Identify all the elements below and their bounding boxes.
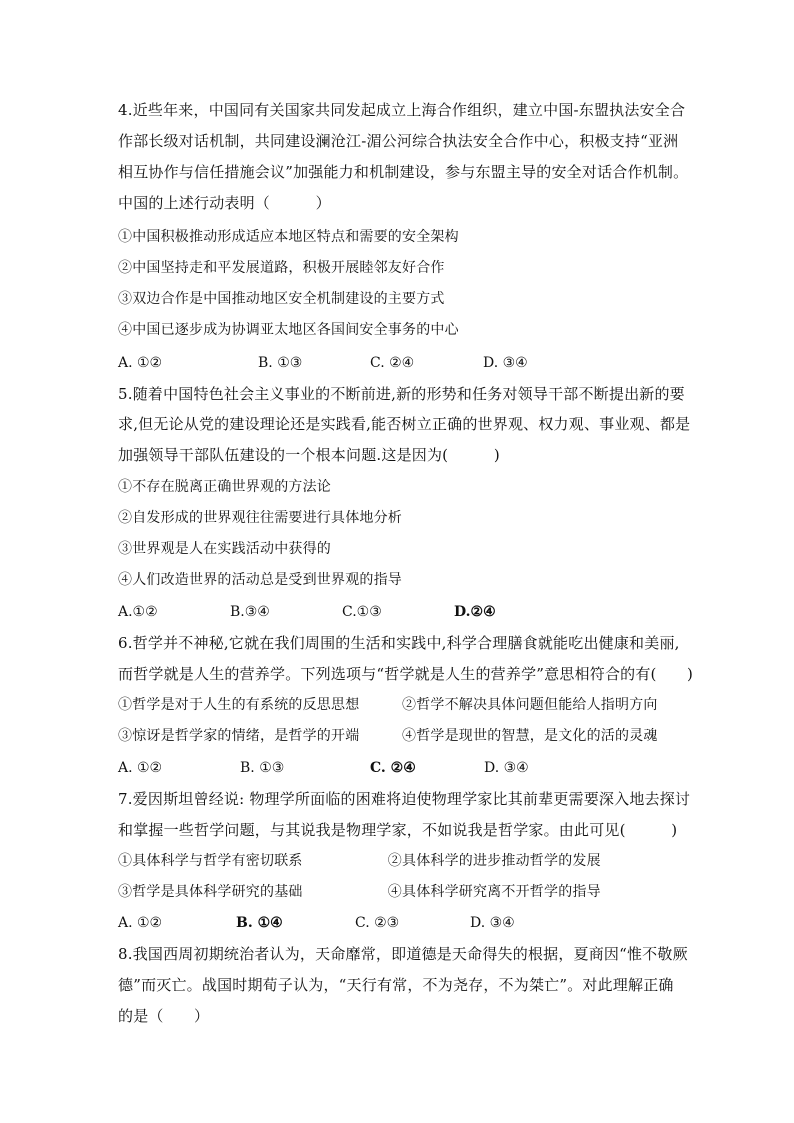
q5-item-4: ④人们改造世界的活动总是受到世界观的指导	[118, 572, 402, 588]
q5-option-d: D.②④	[454, 604, 496, 620]
q6-options	[118, 758, 718, 778]
q8-stem-line-3: 的是（ ）	[118, 1007, 210, 1025]
q4-option-c: C. ②④	[370, 355, 415, 371]
q7-options	[118, 913, 718, 933]
q4-option-b: B. ①③	[258, 355, 303, 371]
q6-option-a: A. ①②	[118, 760, 163, 776]
q5-options	[118, 602, 718, 622]
q7-option-b: B. ①④	[236, 915, 283, 931]
q7-items-row-2: ③哲学是具体科学研究的基础 ④具体科学研究离不开哲学的指导	[118, 884, 601, 900]
q5-item-1: ①不存在脱离正确世界观的方法论	[118, 479, 331, 495]
q5-option-b: B.③④	[230, 604, 270, 620]
q8-stem-line-2: 德”而灭亡。战国时期荀子认为，“天行有常，不为尧存，不为桀亡”。对此理解正确	[118, 976, 674, 994]
q5-item-3: ③世界观是人在实践活动中获得的	[118, 541, 331, 557]
q4-option-d: D. ③④	[483, 355, 528, 371]
q6-stem-line-1: 6.哲学并不神秘,它就在我们周围的生活和实践中,科学合理膳食就能吃出健康和美丽,	[118, 634, 680, 652]
q7-option-c: C. ②③	[355, 915, 400, 931]
q5-stem-line-2: 求,但无论从党的建设理论还是实践看,能否树立正确的世界观、权力观、事业观、都是	[118, 415, 691, 433]
q5-stem-line-1: 5.随着中国特色社会主义事业的不断前进,新的形势和任务对领导干部不断提出新的要	[118, 385, 685, 403]
q7-items-row-1: ①具体科学与哲学有密切联系 ②具体科学的进步推动哲学的发展	[118, 853, 601, 869]
q4-item-4: ④中国已逐步成为协调亚太地区各国间安全事务的中心	[118, 322, 459, 338]
q6-option-b: B. ①③	[240, 760, 285, 776]
q4-options	[118, 353, 718, 373]
q5-item-2: ②自发形成的世界观往往需要进行具体地分析	[118, 510, 402, 526]
q5-stem-line-3: 加强领导干部队伍建设的一个根本问题.这是因为( )	[118, 446, 500, 464]
q7-stem-line-1: 7.爱因斯坦曾经说: 物理学所面临的困难将迫使物理学家比其前辈更需要深入地去探讨	[118, 790, 691, 808]
q4-item-1: ①中国积极推动形成适应本地区特点和需要的安全架构	[118, 229, 459, 245]
q4-stem-line-1: 4.近些年来，中国同有关国家共同发起成立上海合作组织，建立中国-东盟执法安全合	[118, 101, 686, 119]
q7-stem-line-2: 和掌握一些哲学问题，与其说我是物理学家，不如说我是哲学家。由此可见( )	[118, 821, 678, 839]
q4-item-2: ②中国坚持走和平发展道路，积极开展睦邻友好合作	[118, 260, 445, 276]
q6-stem-line-2: 而哲学就是人生的营养学。下列选项与“哲学就是人生的营养学”意思相符合的有( )	[118, 665, 694, 683]
q6-option-c: C. ②④	[370, 760, 416, 776]
q4-item-3: ③双边合作是中国推动地区安全机制建设的主要方式	[118, 291, 445, 307]
q7-option-d: D. ③④	[470, 915, 515, 931]
q6-items-row-2: ③惊讶是哲学家的情绪，是哲学的开端 ④哲学是现世的智慧，是文化的活的灵魂	[118, 728, 658, 744]
q4-stem-line-4: 中国的上述行动表明（ ）	[118, 194, 331, 212]
q6-option-d: D. ③④	[484, 760, 529, 776]
q7-option-a: A. ①②	[118, 915, 163, 931]
q4-option-a: A. ①②	[118, 355, 163, 371]
q8-stem-line-1: 8.我国西周初期统治者认为，天命靡常，即道德是天命得失的根据，夏商因“惟不敬厥	[118, 945, 688, 963]
q6-items-row-1: ①哲学是对于人生的有系统的反思思想 ②哲学不解决具体问题但能给人指明方向	[118, 697, 658, 713]
q5-option-c: C.①③	[342, 604, 382, 620]
q4-stem-line-2: 作部长级对话机制，共同建设澜沧江-湄公河综合执法安全合作中心，积极支持“亚洲	[118, 132, 679, 150]
q5-option-a: A.①②	[118, 604, 158, 620]
q4-stem-line-3: 相互协作与信任措施会议”加强能力和机制建设，参与东盟主导的安全对话合作机制。	[118, 163, 689, 181]
